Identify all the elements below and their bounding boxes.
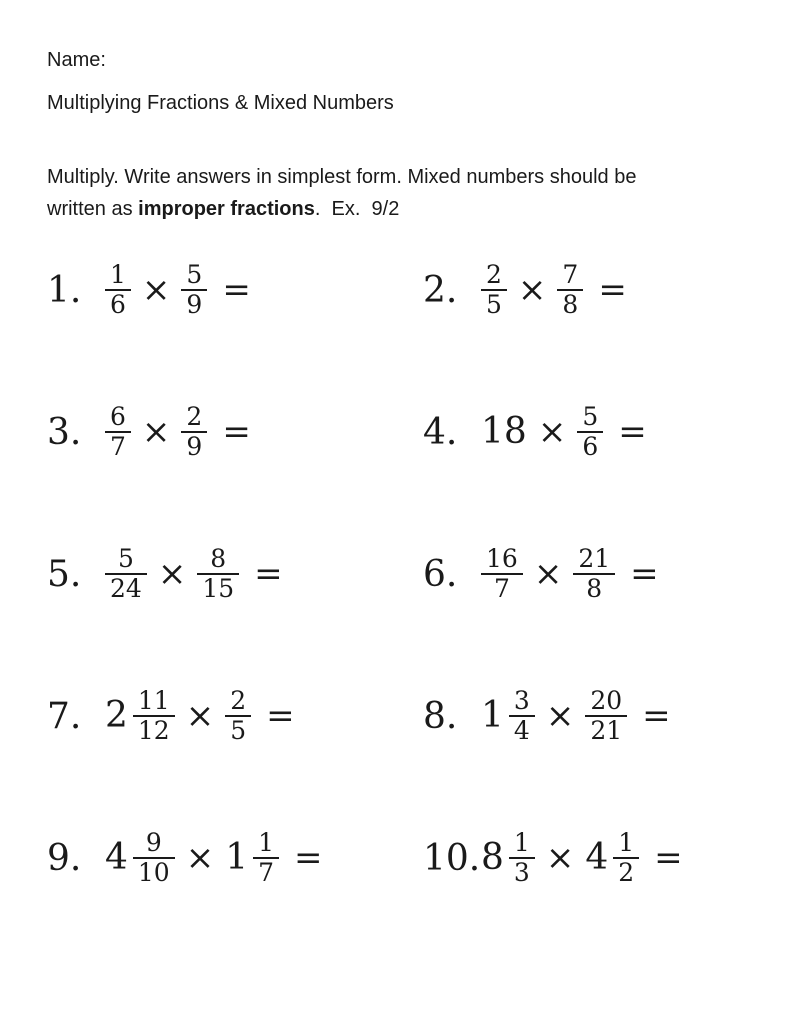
- equals-sign: =: [294, 838, 323, 878]
- problem-row: [423, 826, 763, 890]
- fraction-numerator: 5: [117, 543, 134, 573]
- instructions-line1: Multiply. Write answers in simplest form. Mixed numbers should be: [47, 166, 637, 188]
- fraction: [557, 261, 583, 320]
- equals-sign: =: [618, 412, 647, 452]
- fraction-denominator: 7: [110, 432, 126, 462]
- equals-sign: =: [254, 554, 283, 594]
- fraction-numerator: 1: [258, 827, 275, 857]
- multiply-operator: ×: [545, 696, 575, 736]
- problem-expression: [105, 261, 251, 320]
- fraction-denominator: 9: [186, 290, 203, 320]
- problem-expression: [105, 545, 283, 604]
- fraction: [481, 545, 523, 604]
- problems-grid: [47, 258, 763, 890]
- fraction: [225, 687, 251, 746]
- mixed-number: [481, 829, 535, 888]
- multiply-operator: ×: [141, 270, 171, 310]
- multiply-operator: ×: [517, 270, 547, 310]
- fraction-denominator: 3: [513, 858, 530, 888]
- problem-row: [423, 400, 763, 464]
- problem-expression: [105, 403, 251, 462]
- problem-row: [47, 826, 423, 890]
- instructions: [47, 161, 763, 225]
- multiply-operator: ×: [185, 838, 215, 878]
- fraction-denominator: 5: [230, 716, 247, 746]
- instructions-line2-pre: written as: [47, 198, 139, 220]
- fraction-numerator: 3: [513, 685, 530, 715]
- fraction-denominator: 10: [137, 858, 170, 888]
- fraction-numerator: 20: [590, 685, 623, 715]
- fraction: [573, 545, 615, 604]
- fraction: [509, 687, 535, 746]
- name-label: Name:: [47, 49, 106, 71]
- instructions-line2-bold: improper fractions: [138, 198, 315, 220]
- multiply-operator: ×: [141, 412, 171, 452]
- mixed-whole-number: 2: [105, 695, 128, 736]
- fraction: [105, 545, 147, 604]
- fraction: [181, 403, 207, 462]
- problem-row: [47, 684, 423, 748]
- fraction-numerator: 1: [110, 259, 126, 289]
- fraction: [613, 829, 639, 888]
- equals-sign: =: [266, 696, 295, 736]
- mixed-number: [225, 829, 279, 888]
- fraction-numerator: 1: [513, 827, 530, 857]
- multiply-operator: ×: [537, 412, 567, 452]
- problem-number: 2.: [423, 269, 458, 311]
- fraction-numerator: 5: [186, 259, 203, 289]
- problem-expression: [481, 829, 683, 888]
- problem-expression: [481, 687, 671, 746]
- fraction-numerator: 1: [618, 827, 635, 857]
- fraction-numerator: 16: [486, 543, 518, 573]
- problem-number: 6.: [423, 553, 458, 595]
- worksheet-title: Multiplying Fractions & Mixed Numbers: [47, 92, 394, 114]
- fraction-denominator: 6: [582, 432, 599, 462]
- multiply-operator: ×: [185, 696, 215, 736]
- mixed-whole-number: 1: [225, 837, 249, 878]
- fraction: [105, 403, 131, 462]
- problem-number: 5.: [47, 553, 82, 595]
- problem-number: 9.: [47, 837, 82, 879]
- problem-expression: [481, 261, 627, 320]
- mixed-whole-number: 1: [481, 695, 504, 736]
- problem-row: [47, 258, 423, 322]
- fraction-numerator: 8: [210, 543, 227, 573]
- fraction-denominator: 5: [486, 290, 502, 320]
- mixed-number: [105, 829, 175, 888]
- fraction: [105, 261, 131, 320]
- fraction: [253, 829, 279, 888]
- multiply-operator: ×: [545, 838, 575, 878]
- fraction-numerator: 9: [145, 827, 162, 857]
- fraction-denominator: 9: [186, 432, 203, 462]
- problem-number: 10.: [423, 837, 481, 879]
- problem-number: 8.: [423, 695, 458, 737]
- fraction-denominator: 8: [562, 290, 579, 320]
- problem-row: [423, 542, 763, 606]
- fraction-denominator: 12: [137, 716, 170, 746]
- fraction: [509, 829, 535, 888]
- problem-expression: [105, 687, 295, 746]
- multiply-operator: ×: [533, 554, 563, 594]
- fraction-denominator: 7: [258, 858, 275, 888]
- problem-expression: [105, 829, 323, 888]
- fraction-numerator: 7: [562, 259, 579, 289]
- fraction: [585, 687, 627, 746]
- fraction-denominator: 24: [110, 574, 142, 604]
- fraction-denominator: 21: [590, 716, 623, 746]
- fraction: [197, 545, 239, 604]
- mixed-whole-number: 8: [481, 837, 504, 878]
- equals-sign: =: [222, 412, 251, 452]
- equals-sign: =: [222, 270, 251, 310]
- fraction-numerator: 2: [186, 401, 203, 431]
- mixed-number: [105, 687, 175, 746]
- fraction-denominator: 2: [618, 858, 635, 888]
- fraction-denominator: 6: [110, 290, 126, 320]
- fraction-denominator: 4: [513, 716, 530, 746]
- problem-row: [47, 400, 423, 464]
- problem-row: [423, 258, 763, 322]
- fraction-numerator: 21: [578, 543, 611, 573]
- mixed-whole-number: 4: [585, 837, 609, 878]
- fraction-denominator: 7: [493, 574, 510, 604]
- fraction-numerator: 11: [137, 685, 170, 715]
- fraction-numerator: 2: [230, 685, 247, 715]
- fraction: [181, 261, 207, 320]
- fraction: [577, 403, 603, 462]
- problem-expression: [481, 403, 647, 462]
- fraction: [481, 261, 507, 320]
- mixed-whole-number: 4: [105, 837, 128, 878]
- equals-sign: =: [598, 270, 627, 310]
- equals-sign: =: [630, 554, 659, 594]
- problem-number: 1.: [47, 269, 82, 311]
- mixed-number: [585, 829, 639, 888]
- problem-number: 3.: [47, 411, 82, 453]
- instructions-line2-post: . Ex. 9/2: [314, 198, 400, 220]
- fraction-numerator: 2: [486, 259, 502, 289]
- fraction-denominator: 15: [202, 574, 235, 604]
- problem-row: [47, 542, 423, 606]
- problem-expression: [481, 545, 659, 604]
- problem-number: 4.: [423, 411, 458, 453]
- fraction-denominator: 8: [586, 574, 603, 604]
- equals-sign: =: [642, 696, 671, 736]
- whole-number: 18: [481, 411, 527, 452]
- fraction: [133, 687, 175, 746]
- fraction-numerator: 6: [110, 401, 126, 431]
- problem-row: [423, 684, 763, 748]
- multiply-operator: ×: [157, 554, 187, 594]
- fraction: [133, 829, 175, 888]
- problem-number: 7.: [47, 695, 82, 737]
- mixed-number: [481, 687, 535, 746]
- equals-sign: =: [654, 838, 683, 878]
- fraction-numerator: 5: [582, 401, 599, 431]
